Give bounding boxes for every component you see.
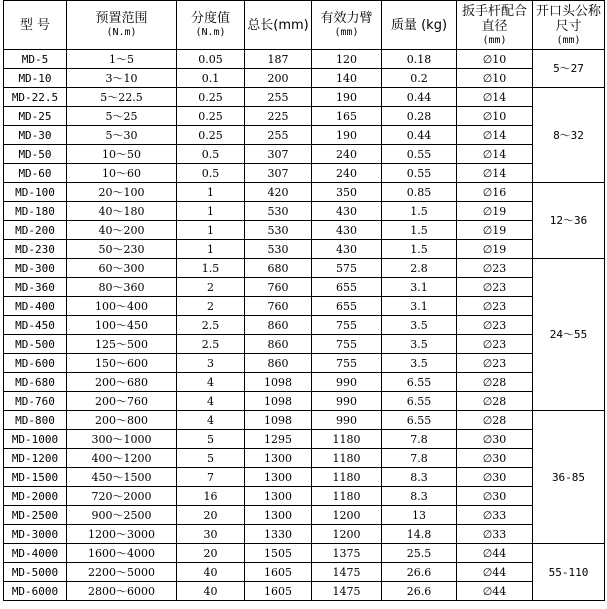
mass-cell: 8.3 bbox=[382, 487, 457, 506]
arm-cell: 1200 bbox=[312, 506, 382, 525]
table-row bbox=[4, 506, 605, 525]
division-cell: 2 bbox=[177, 278, 245, 297]
table-row bbox=[4, 259, 605, 278]
diameter-cell: ∅33 bbox=[457, 506, 533, 525]
header-row bbox=[4, 1, 605, 50]
model-cell: MD-30 bbox=[4, 126, 67, 145]
model-cell: MD-5000 bbox=[4, 563, 67, 582]
range-cell: 900～2500 bbox=[67, 506, 177, 525]
column-header-unit: (mm) bbox=[482, 34, 507, 46]
arm-cell: 140 bbox=[312, 69, 382, 88]
column-header-label: 扳手杆配合直径 bbox=[461, 3, 527, 34]
column-header bbox=[457, 1, 533, 50]
column-header bbox=[533, 1, 605, 50]
model-cell: MD-1000 bbox=[4, 430, 67, 449]
length-cell: 530 bbox=[245, 240, 312, 259]
division-cell: 0.25 bbox=[177, 126, 245, 145]
open-size-cell: 24～55 bbox=[533, 259, 605, 411]
table-header bbox=[4, 1, 605, 50]
length-cell: 1300 bbox=[245, 449, 312, 468]
range-cell: 1～5 bbox=[67, 50, 177, 69]
length-cell: 200 bbox=[245, 69, 312, 88]
division-cell: 5 bbox=[177, 449, 245, 468]
column-header-label: 预置范围 bbox=[95, 11, 148, 26]
model-cell: MD-3000 bbox=[4, 525, 67, 544]
table-row bbox=[4, 582, 605, 601]
diameter-cell: ∅10 bbox=[457, 107, 533, 126]
mass-cell: 14.8 bbox=[382, 525, 457, 544]
model-cell: MD-2000 bbox=[4, 487, 67, 506]
length-cell: 255 bbox=[245, 88, 312, 107]
range-cell: 10～60 bbox=[67, 164, 177, 183]
table-row bbox=[4, 221, 605, 240]
model-cell: MD-360 bbox=[4, 278, 67, 297]
column-header-unit: (mm) bbox=[556, 34, 581, 46]
range-cell: 50～230 bbox=[67, 240, 177, 259]
mass-cell: 26.6 bbox=[382, 582, 457, 601]
diameter-cell: ∅30 bbox=[457, 449, 533, 468]
arm-cell: 1475 bbox=[312, 582, 382, 601]
table-row bbox=[4, 164, 605, 183]
arm-cell: 240 bbox=[312, 145, 382, 164]
mass-cell: 3.1 bbox=[382, 297, 457, 316]
length-cell: 860 bbox=[245, 335, 312, 354]
diameter-cell: ∅16 bbox=[457, 183, 533, 202]
model-cell: MD-500 bbox=[4, 335, 67, 354]
table-row bbox=[4, 487, 605, 506]
mass-cell: 1.5 bbox=[382, 240, 457, 259]
length-cell: 530 bbox=[245, 221, 312, 240]
division-cell: 3 bbox=[177, 354, 245, 373]
table-row bbox=[4, 145, 605, 164]
model-cell: MD-100 bbox=[4, 183, 67, 202]
column-header-label: 质量 (kg) bbox=[390, 17, 448, 33]
division-cell: 0.25 bbox=[177, 88, 245, 107]
mass-cell: 0.2 bbox=[382, 69, 457, 88]
diameter-cell: ∅14 bbox=[457, 126, 533, 145]
table-row bbox=[4, 297, 605, 316]
length-cell: 1330 bbox=[245, 525, 312, 544]
diameter-cell: ∅23 bbox=[457, 316, 533, 335]
mass-cell: 6.55 bbox=[382, 392, 457, 411]
table-row bbox=[4, 373, 605, 392]
table-body bbox=[4, 50, 605, 601]
mass-cell: 3.1 bbox=[382, 278, 457, 297]
arm-cell: 190 bbox=[312, 126, 382, 145]
mass-cell: 2.8 bbox=[382, 259, 457, 278]
mass-cell: 0.44 bbox=[382, 126, 457, 145]
diameter-cell: ∅44 bbox=[457, 582, 533, 601]
division-cell: 16 bbox=[177, 487, 245, 506]
diameter-cell: ∅14 bbox=[457, 164, 533, 183]
arm-cell: 165 bbox=[312, 107, 382, 126]
length-cell: 307 bbox=[245, 145, 312, 164]
range-cell: 300～1000 bbox=[67, 430, 177, 449]
length-cell: 1300 bbox=[245, 487, 312, 506]
table-row bbox=[4, 126, 605, 145]
model-cell: MD-4000 bbox=[4, 544, 67, 563]
mass-cell: 0.44 bbox=[382, 88, 457, 107]
model-cell: MD-680 bbox=[4, 373, 67, 392]
division-cell: 0.05 bbox=[177, 50, 245, 69]
length-cell: 760 bbox=[245, 297, 312, 316]
division-cell: 1 bbox=[177, 202, 245, 221]
table-row bbox=[4, 107, 605, 126]
column-header bbox=[4, 1, 67, 50]
diameter-cell: ∅23 bbox=[457, 354, 533, 373]
length-cell: 255 bbox=[245, 126, 312, 145]
division-cell: 5 bbox=[177, 430, 245, 449]
model-cell: MD-2500 bbox=[4, 506, 67, 525]
division-cell: 20 bbox=[177, 544, 245, 563]
range-cell: 200～800 bbox=[67, 411, 177, 430]
range-cell: 200～760 bbox=[67, 392, 177, 411]
open-size-cell: 8～32 bbox=[533, 88, 605, 183]
arm-cell: 755 bbox=[312, 316, 382, 335]
arm-cell: 655 bbox=[312, 278, 382, 297]
model-cell: MD-1500 bbox=[4, 468, 67, 487]
range-cell: 100～400 bbox=[67, 297, 177, 316]
arm-cell: 1180 bbox=[312, 430, 382, 449]
diameter-cell: ∅19 bbox=[457, 202, 533, 221]
arm-cell: 1180 bbox=[312, 449, 382, 468]
diameter-cell: ∅28 bbox=[457, 373, 533, 392]
diameter-cell: ∅23 bbox=[457, 259, 533, 278]
model-cell: MD-230 bbox=[4, 240, 67, 259]
division-cell: 0.1 bbox=[177, 69, 245, 88]
division-cell: 1 bbox=[177, 240, 245, 259]
diameter-cell: ∅28 bbox=[457, 411, 533, 430]
table-row bbox=[4, 354, 605, 373]
arm-cell: 1475 bbox=[312, 563, 382, 582]
diameter-cell: ∅28 bbox=[457, 392, 533, 411]
mass-cell: 26.6 bbox=[382, 563, 457, 582]
length-cell: 1098 bbox=[245, 411, 312, 430]
table-row bbox=[4, 69, 605, 88]
arm-cell: 655 bbox=[312, 297, 382, 316]
arm-cell: 1180 bbox=[312, 487, 382, 506]
range-cell: 40～180 bbox=[67, 202, 177, 221]
range-cell: 100～450 bbox=[67, 316, 177, 335]
range-cell: 2800～6000 bbox=[67, 582, 177, 601]
range-cell: 5～25 bbox=[67, 107, 177, 126]
range-cell: 2200～5000 bbox=[67, 563, 177, 582]
mass-cell: 6.55 bbox=[382, 373, 457, 392]
division-cell: 2 bbox=[177, 297, 245, 316]
column-header-unit: (N.m) bbox=[195, 27, 226, 38]
length-cell: 860 bbox=[245, 316, 312, 335]
spec-table bbox=[3, 0, 605, 601]
model-cell: MD-6000 bbox=[4, 582, 67, 601]
division-cell: 7 bbox=[177, 468, 245, 487]
range-cell: 20～100 bbox=[67, 183, 177, 202]
table-row bbox=[4, 240, 605, 259]
open-size-cell: 55-110 bbox=[533, 544, 605, 601]
division-cell: 0.5 bbox=[177, 164, 245, 183]
arm-cell: 1180 bbox=[312, 468, 382, 487]
length-cell: 530 bbox=[245, 202, 312, 221]
table-row bbox=[4, 430, 605, 449]
diameter-cell: ∅33 bbox=[457, 525, 533, 544]
division-cell: 4 bbox=[177, 392, 245, 411]
length-cell: 1098 bbox=[245, 373, 312, 392]
arm-cell: 990 bbox=[312, 411, 382, 430]
mass-cell: 7.8 bbox=[382, 430, 457, 449]
model-cell: MD-10 bbox=[4, 69, 67, 88]
length-cell: 760 bbox=[245, 278, 312, 297]
model-cell: MD-180 bbox=[4, 202, 67, 221]
range-cell: 400～1200 bbox=[67, 449, 177, 468]
length-cell: 1098 bbox=[245, 392, 312, 411]
column-header bbox=[382, 1, 457, 50]
column-header bbox=[245, 1, 312, 50]
model-cell: MD-800 bbox=[4, 411, 67, 430]
diameter-cell: ∅44 bbox=[457, 563, 533, 582]
length-cell: 1605 bbox=[245, 582, 312, 601]
division-cell: 30 bbox=[177, 525, 245, 544]
model-cell: MD-450 bbox=[4, 316, 67, 335]
arm-cell: 350 bbox=[312, 183, 382, 202]
table-row bbox=[4, 316, 605, 335]
arm-cell: 990 bbox=[312, 373, 382, 392]
column-header-label: 型 号 bbox=[19, 17, 51, 33]
range-cell: 150～600 bbox=[67, 354, 177, 373]
column-header bbox=[177, 1, 245, 50]
model-cell: MD-25 bbox=[4, 107, 67, 126]
table-row bbox=[4, 392, 605, 411]
model-cell: MD-60 bbox=[4, 164, 67, 183]
table-row bbox=[4, 468, 605, 487]
range-cell: 80～360 bbox=[67, 278, 177, 297]
arm-cell: 1375 bbox=[312, 544, 382, 563]
mass-cell: 3.5 bbox=[382, 335, 457, 354]
diameter-cell: ∅19 bbox=[457, 240, 533, 259]
range-cell: 40～200 bbox=[67, 221, 177, 240]
diameter-cell: ∅10 bbox=[457, 50, 533, 69]
arm-cell: 755 bbox=[312, 335, 382, 354]
mass-cell: 3.5 bbox=[382, 316, 457, 335]
model-cell: MD-600 bbox=[4, 354, 67, 373]
model-cell: MD-22.5 bbox=[4, 88, 67, 107]
mass-cell: 0.85 bbox=[382, 183, 457, 202]
arm-cell: 240 bbox=[312, 164, 382, 183]
table-row bbox=[4, 449, 605, 468]
open-size-cell: 5～27 bbox=[533, 50, 605, 88]
model-cell: MD-1200 bbox=[4, 449, 67, 468]
range-cell: 1600～4000 bbox=[67, 544, 177, 563]
model-cell: MD-300 bbox=[4, 259, 67, 278]
mass-cell: 7.8 bbox=[382, 449, 457, 468]
division-cell: 4 bbox=[177, 373, 245, 392]
diameter-cell: ∅30 bbox=[457, 487, 533, 506]
range-cell: 200～680 bbox=[67, 373, 177, 392]
arm-cell: 430 bbox=[312, 240, 382, 259]
diameter-cell: ∅14 bbox=[457, 88, 533, 107]
division-cell: 2.5 bbox=[177, 316, 245, 335]
table-row bbox=[4, 411, 605, 430]
length-cell: 680 bbox=[245, 259, 312, 278]
mass-cell: 13 bbox=[382, 506, 457, 525]
column-header-unit: (mm) bbox=[334, 27, 359, 38]
mass-cell: 8.3 bbox=[382, 468, 457, 487]
range-cell: 1200～3000 bbox=[67, 525, 177, 544]
model-cell: MD-200 bbox=[4, 221, 67, 240]
column-header bbox=[312, 1, 382, 50]
model-cell: MD-760 bbox=[4, 392, 67, 411]
range-cell: 5～22.5 bbox=[67, 88, 177, 107]
table-row bbox=[4, 335, 605, 354]
table-row bbox=[4, 278, 605, 297]
diameter-cell: ∅30 bbox=[457, 430, 533, 449]
length-cell: 307 bbox=[245, 164, 312, 183]
column-header-label: 开口头公称尺寸 bbox=[535, 3, 601, 34]
division-cell: 1 bbox=[177, 221, 245, 240]
table-row bbox=[4, 525, 605, 544]
mass-cell: 25.5 bbox=[382, 544, 457, 563]
range-cell: 3～10 bbox=[67, 69, 177, 88]
diameter-cell: ∅23 bbox=[457, 297, 533, 316]
open-size-cell: 36-85 bbox=[533, 411, 605, 544]
column-header-label: 分度值 bbox=[190, 11, 230, 26]
range-cell: 125～500 bbox=[67, 335, 177, 354]
length-cell: 1300 bbox=[245, 468, 312, 487]
range-cell: 60～300 bbox=[67, 259, 177, 278]
arm-cell: 430 bbox=[312, 202, 382, 221]
mass-cell: 0.55 bbox=[382, 145, 457, 164]
table-row bbox=[4, 50, 605, 69]
diameter-cell: ∅23 bbox=[457, 278, 533, 297]
column-header bbox=[67, 1, 177, 50]
table-row bbox=[4, 544, 605, 563]
mass-cell: 1.5 bbox=[382, 221, 457, 240]
length-cell: 1505 bbox=[245, 544, 312, 563]
mass-cell: 0.18 bbox=[382, 50, 457, 69]
column-header-label: 有效力臂 bbox=[320, 11, 373, 26]
model-cell: MD-5 bbox=[4, 50, 67, 69]
division-cell: 0.5 bbox=[177, 145, 245, 164]
division-cell: 1.5 bbox=[177, 259, 245, 278]
mass-cell: 0.55 bbox=[382, 164, 457, 183]
division-cell: 1 bbox=[177, 183, 245, 202]
length-cell: 1295 bbox=[245, 430, 312, 449]
arm-cell: 1200 bbox=[312, 525, 382, 544]
mass-cell: 3.5 bbox=[382, 354, 457, 373]
table-row bbox=[4, 202, 605, 221]
arm-cell: 120 bbox=[312, 50, 382, 69]
division-cell: 0.25 bbox=[177, 107, 245, 126]
range-cell: 720～2000 bbox=[67, 487, 177, 506]
division-cell: 20 bbox=[177, 506, 245, 525]
table-row bbox=[4, 88, 605, 107]
length-cell: 860 bbox=[245, 354, 312, 373]
column-header-label: 总长(mm) bbox=[247, 17, 309, 33]
model-cell: MD-400 bbox=[4, 297, 67, 316]
arm-cell: 990 bbox=[312, 392, 382, 411]
arm-cell: 190 bbox=[312, 88, 382, 107]
diameter-cell: ∅14 bbox=[457, 145, 533, 164]
arm-cell: 755 bbox=[312, 354, 382, 373]
length-cell: 1605 bbox=[245, 563, 312, 582]
length-cell: 225 bbox=[245, 107, 312, 126]
length-cell: 420 bbox=[245, 183, 312, 202]
length-cell: 1300 bbox=[245, 506, 312, 525]
range-cell: 450～1500 bbox=[67, 468, 177, 487]
division-cell: 40 bbox=[177, 582, 245, 601]
diameter-cell: ∅10 bbox=[457, 69, 533, 88]
diameter-cell: ∅30 bbox=[457, 468, 533, 487]
open-size-cell: 12～36 bbox=[533, 183, 605, 259]
range-cell: 5～30 bbox=[67, 126, 177, 145]
length-cell: 187 bbox=[245, 50, 312, 69]
range-cell: 10～50 bbox=[67, 145, 177, 164]
table-row bbox=[4, 563, 605, 582]
division-cell: 40 bbox=[177, 563, 245, 582]
arm-cell: 430 bbox=[312, 221, 382, 240]
diameter-cell: ∅44 bbox=[457, 544, 533, 563]
diameter-cell: ∅19 bbox=[457, 221, 533, 240]
column-header-unit: (N.m) bbox=[106, 27, 137, 38]
mass-cell: 0.28 bbox=[382, 107, 457, 126]
model-cell: MD-50 bbox=[4, 145, 67, 164]
mass-cell: 6.55 bbox=[382, 411, 457, 430]
mass-cell: 1.5 bbox=[382, 202, 457, 221]
table-row bbox=[4, 183, 605, 202]
division-cell: 2.5 bbox=[177, 335, 245, 354]
diameter-cell: ∅23 bbox=[457, 335, 533, 354]
division-cell: 4 bbox=[177, 411, 245, 430]
arm-cell: 575 bbox=[312, 259, 382, 278]
